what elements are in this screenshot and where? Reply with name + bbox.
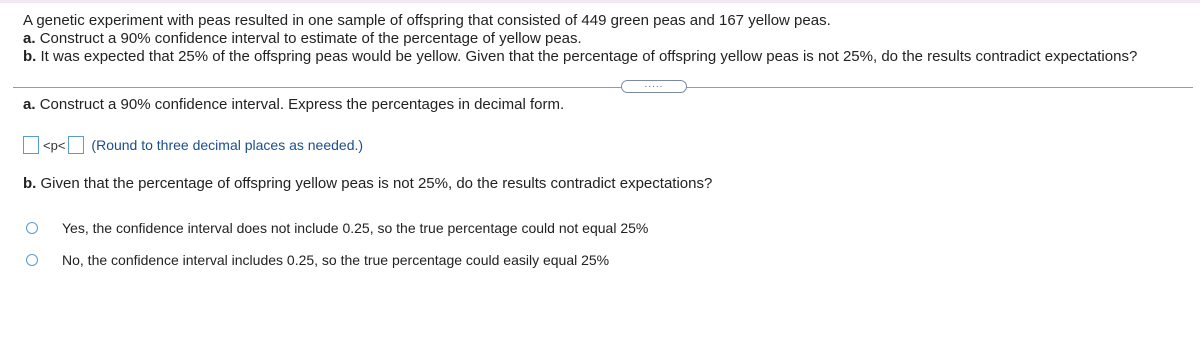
part-b-label: b. <box>23 175 37 192</box>
radio-button-icon[interactable] <box>26 254 38 266</box>
answer-option-no[interactable] <box>26 252 609 268</box>
top-border <box>0 0 1200 3</box>
answer-option-yes[interactable] <box>26 220 648 236</box>
part-b-prompt <box>23 175 712 193</box>
radio-button-icon[interactable] <box>26 222 38 234</box>
question-part-a-label: a. <box>23 30 36 47</box>
question-part-b-label: b. <box>23 48 37 65</box>
inequality-expression <box>43 138 65 153</box>
upper-bound-input[interactable] <box>68 136 84 154</box>
part-a-text: Construct a 90% confidence interval. Express the percentages in decimal form. <box>39 96 565 113</box>
question-part-b <box>23 48 1193 66</box>
question-part-b-text: It was expected that 25% of the offspring peas would be yellow. Given that the percentage of offspring yellow peas is not 25%, do the results contradict expectations? <box>40 48 1138 65</box>
less-than-symbol: < <box>43 137 51 153</box>
section-divider <box>13 87 1193 88</box>
part-a-label: a. <box>23 96 36 113</box>
answer-option-label: Yes, the confidence interval does not include 0.25, so the true percentage could not equal 25% <box>62 220 649 236</box>
part-a-prompt <box>23 96 564 114</box>
confidence-interval-answer <box>23 135 363 155</box>
question-intro: A genetic experiment with peas resulted in one sample of offspring that consisted of 449 green peas and 167 yellow peas. <box>23 12 831 29</box>
rounding-hint: (Round to three decimal places as needed.) <box>91 137 364 153</box>
part-b-text: Given that the percentage of offspring yellow peas is not 25%, do the results contradict expectations? <box>40 175 713 192</box>
proportion-variable: p <box>50 137 58 153</box>
less-than-symbol: < <box>57 137 66 153</box>
expand-question-button[interactable]: ..... <box>621 80 687 93</box>
lower-bound-input[interactable] <box>23 136 39 154</box>
question-part-a <box>23 30 1193 48</box>
question-part-a-text: Construct a 90% confidence interval to estimate of the percentage of yellow peas. <box>39 30 582 47</box>
answer-option-label: No, the confidence interval includes 0.25, so the true percentage could easily equal 25% <box>62 252 610 268</box>
question-text <box>23 12 1193 66</box>
